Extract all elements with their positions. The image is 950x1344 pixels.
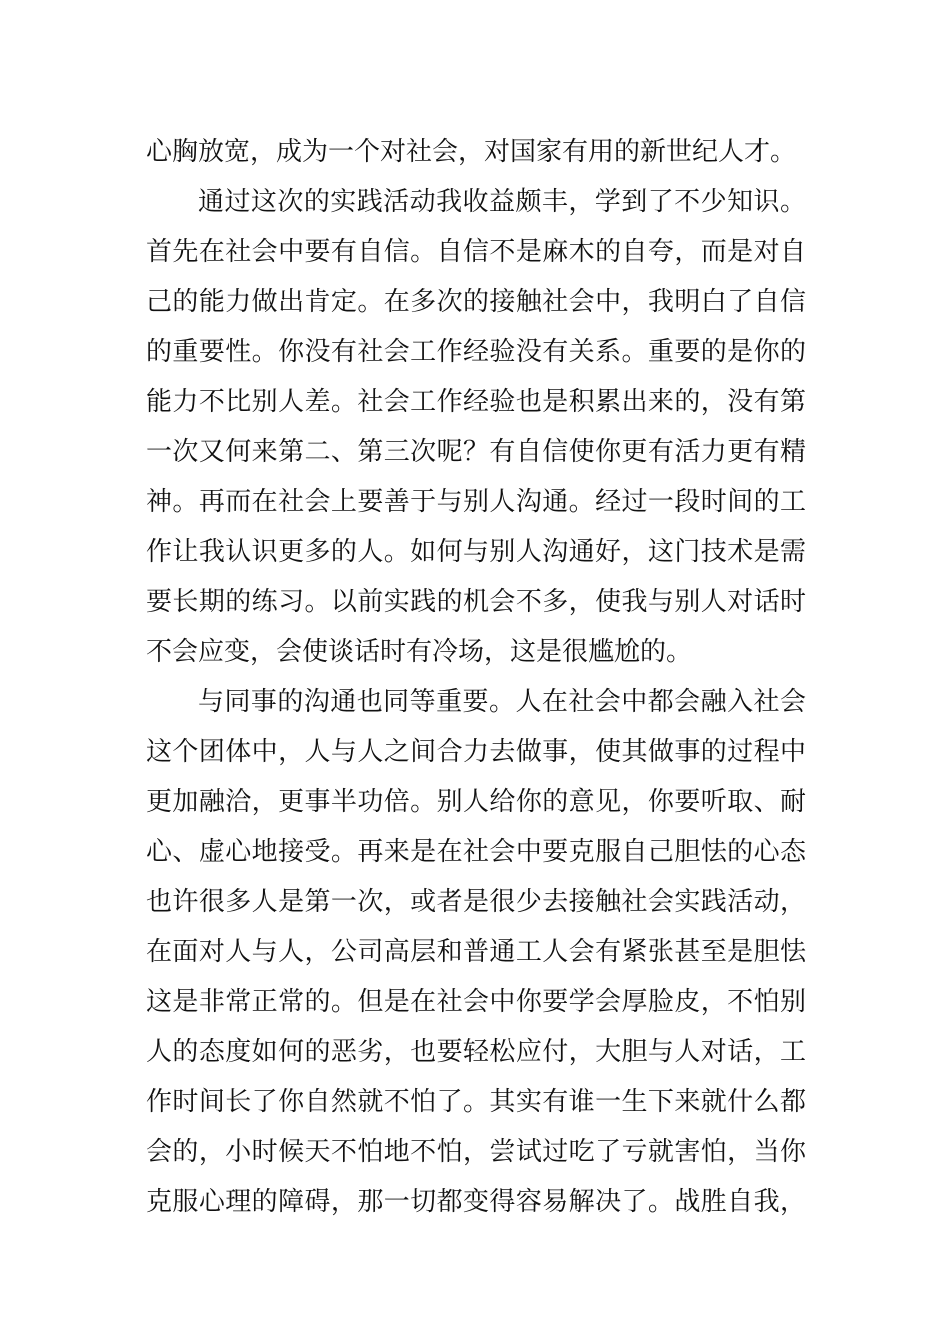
text-line: 这是非常正常的。但是在社会中你要学会厚脸皮，不怕别 bbox=[146, 987, 806, 1017]
text-line: 会的，小时候天不怕地不怕，尝试过吃了亏就害怕，当你 bbox=[146, 1137, 806, 1167]
text-line: 的重要性。你没有社会工作经验没有关系。重要的是你的 bbox=[146, 337, 806, 367]
text-line: 能力不比别人差。社会工作经验也是积累出来的，没有第 bbox=[146, 387, 806, 417]
text-line: 这个团体中，人与人之间合力去做事，使其做事的过程中 bbox=[146, 737, 806, 767]
text-line: 要长期的练习。以前实践的机会不多，使我与别人对话时 bbox=[146, 587, 806, 617]
body-text bbox=[146, 127, 806, 1227]
text-line: 也许很多人是第一次，或者是很少去接触社会实践活动， bbox=[146, 887, 806, 917]
text-line: 克服心理的障碍，那一切都变得容易解决了。战胜自我， bbox=[146, 1187, 806, 1217]
text-line: 更加融洽，更事半功倍。别人给你的意见，你要听取、耐 bbox=[146, 787, 806, 817]
text-line: 在面对人与人，公司高层和普通工人会有紧张甚至是胆怯 bbox=[146, 937, 806, 967]
text-line: 己的能力做出肯定。在多次的接触社会中，我明白了自信 bbox=[146, 287, 806, 317]
paragraph-end-line: 不会应变，会使谈话时有冷场，这是很尴尬的。 bbox=[146, 637, 693, 667]
text-line: 一次又何来第二、第三次呢？有自信使你更有活力更有精 bbox=[146, 437, 806, 467]
paragraph-start-line: 通过这次的实践活动我收益颇丰，学到了不少知识。 bbox=[198, 187, 806, 217]
text-line: 作让我认识更多的人。如何与别人沟通好，这门技术是需 bbox=[146, 537, 806, 567]
text-line: 人的态度如何的恶劣，也要轻松应付，大胆与人对话，工 bbox=[146, 1037, 806, 1067]
paragraph-start-line: 与同事的沟通也同等重要。人在社会中都会融入社会 bbox=[198, 687, 806, 717]
text-line: 作时间长了你自然就不怕了。其实有谁一生下来就什么都 bbox=[146, 1087, 806, 1117]
text-line: 心胸放宽，成为一个对社会，对国家有用的新世纪人才。 bbox=[146, 137, 797, 167]
text-line: 首先在社会中要有自信。自信不是麻木的自夸，而是对自 bbox=[146, 237, 806, 267]
text-line: 神。再而在社会上要善于与别人沟通。经过一段时间的工 bbox=[146, 487, 806, 517]
text-line: 心、虚心地接受。再来是在社会中要克服自己胆怯的心态 bbox=[146, 837, 806, 867]
